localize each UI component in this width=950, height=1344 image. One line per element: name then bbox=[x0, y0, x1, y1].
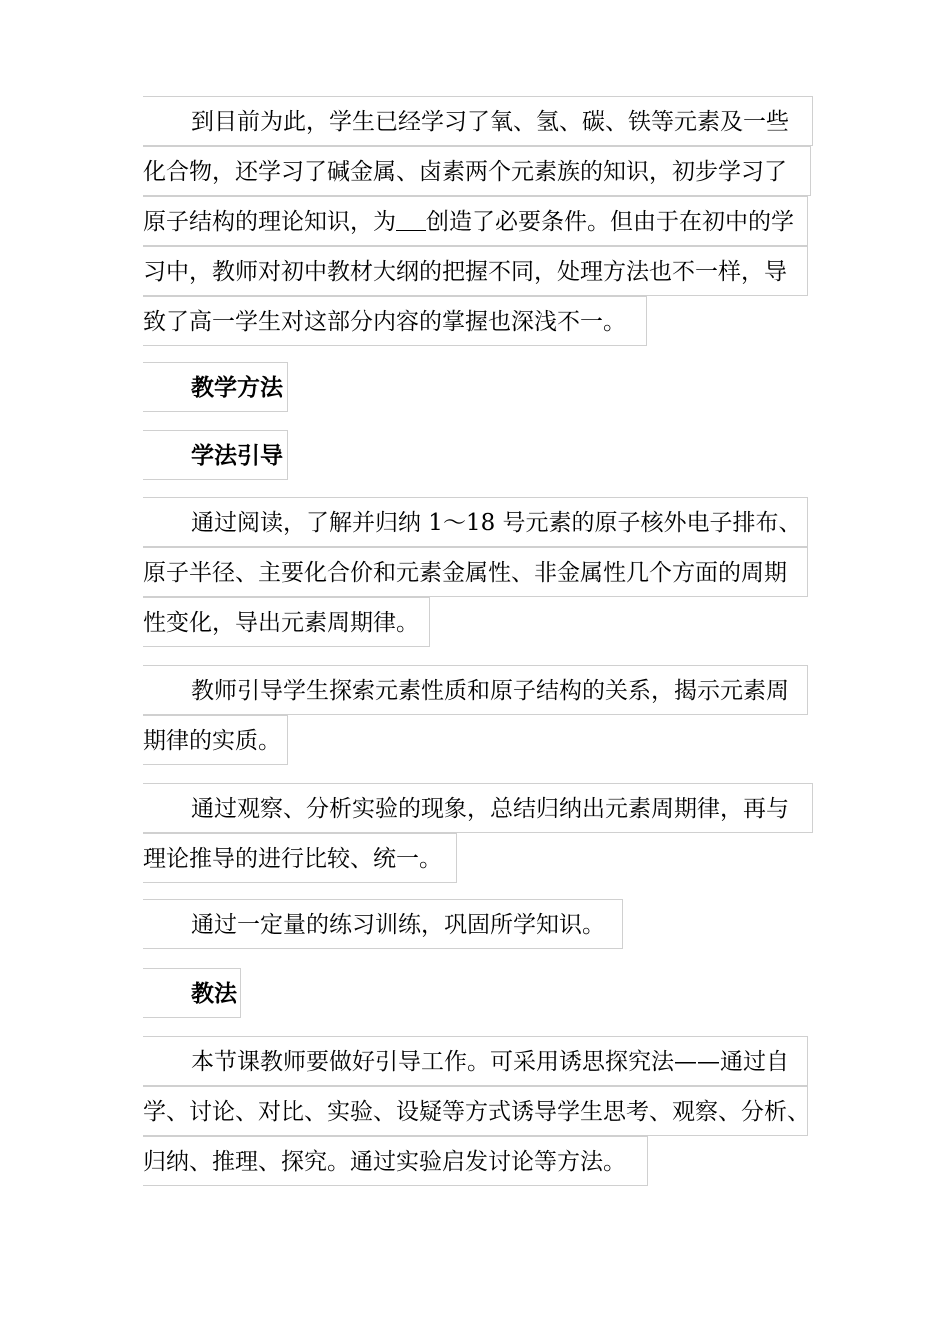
heading-teaching-approach bbox=[143, 968, 813, 1018]
text-line: 归纳、推理、探究。通过实验启发讨论等方法。 bbox=[143, 1136, 648, 1186]
paragraph-student-background bbox=[143, 96, 813, 346]
text-line: 通过观察、分析实验的现象，总结归纳出元素周期律，再与 bbox=[143, 783, 813, 833]
heading-study-guidance bbox=[143, 430, 813, 480]
text-line: 原子半径、主要化合价和元素金属性、非金属性几个方面的周期 bbox=[143, 547, 808, 597]
paragraph-teacher-guidance bbox=[143, 665, 813, 765]
text-line: 化合物，还学习了碱金属、卤素两个元素族的知识，初步学习了 bbox=[143, 146, 811, 196]
section-heading: 教学方法 bbox=[143, 362, 288, 412]
text-line: 性变化，导出元素周期律。 bbox=[143, 597, 430, 647]
text-line: 理论推导的进行比较、统一。 bbox=[143, 833, 457, 883]
text-line: 通过阅读，了解并归纳 1～18 号元素的原子核外电子排布、 bbox=[143, 497, 808, 547]
heading-teaching-methods bbox=[143, 362, 813, 412]
text-line: 习中，教师对初中教材大纲的把握不同，处理方法也不一样，导 bbox=[143, 246, 808, 296]
text-line: 通过一定量的练习训练，巩固所学知识。 bbox=[143, 899, 623, 949]
paragraph-experiment-observation bbox=[143, 783, 813, 883]
fill-in-blank bbox=[396, 210, 426, 231]
text-line: 期律的实质。 bbox=[143, 715, 288, 765]
text-line: 原子结构的理论知识，为 创造了必要条件。但由于在初中的学 bbox=[143, 196, 808, 246]
text-line: 致了高一学生对这部分内容的掌握也深浅不一。 bbox=[143, 296, 647, 346]
section-heading: 教法 bbox=[143, 968, 241, 1018]
text-line: 到目前为此，学生已经学习了氧、氢、碳、铁等元素及一些 bbox=[143, 96, 813, 146]
text-line: 教师引导学生探索元素性质和原子结构的关系，揭示元素周 bbox=[143, 665, 808, 715]
text-line: 本节课教师要做好引导工作。可采用诱思探究法——通过自 bbox=[143, 1036, 808, 1086]
paragraph-reading-induction bbox=[143, 497, 813, 647]
section-heading: 学法引导 bbox=[143, 430, 288, 480]
paragraph-practice bbox=[143, 899, 813, 949]
paragraph-inquiry-method bbox=[143, 1036, 813, 1186]
text-line: 学、讨论、对比、实验、设疑等方式诱导学生思考、观察、分析、 bbox=[143, 1086, 808, 1136]
